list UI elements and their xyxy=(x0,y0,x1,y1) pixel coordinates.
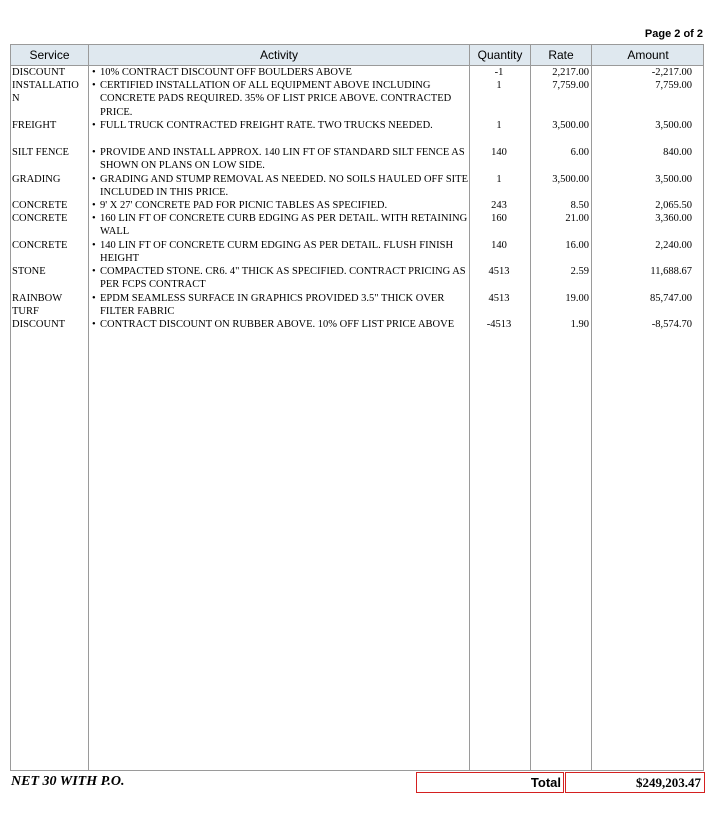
activity-text: 9' X 27' CONCRETE PAD FOR PICNIC TABLES AS SPECIFIED. xyxy=(100,200,388,211)
activity-text: 160 LIN FT OF CONCRETE CURB EDGING AS PER DETAIL. WITH RETAINING WALL xyxy=(100,213,468,238)
activity-text: 140 LIN FT OF CONCRETE CURM EDGING AS PER DETAIL. FLUSH FINISH HEIGHT xyxy=(100,240,454,265)
table-row xyxy=(11,146,703,173)
service-cell: DISCOUNT xyxy=(12,319,66,330)
col-header-activity: Activity xyxy=(259,48,298,62)
amount-cell: 3,360.00 xyxy=(655,213,692,224)
table-row xyxy=(11,292,703,318)
activity-cell xyxy=(92,119,468,132)
service-cell: CONCRETE xyxy=(12,200,68,211)
bullet: • xyxy=(92,174,96,185)
quantity-cell: 160 xyxy=(491,213,507,224)
service-cell: DISCOUNT xyxy=(12,67,66,78)
bullet: • xyxy=(92,293,96,304)
amount-cell: 2,065.50 xyxy=(655,200,692,211)
activity-text: CONTRACT DISCOUNT ON RUBBER ABOVE. 10% OFF LIST PRICE ABOVE xyxy=(100,319,455,330)
rate-cell: 8.50 xyxy=(570,200,589,211)
amount-cell: 2,240.00 xyxy=(655,240,692,251)
table-row xyxy=(11,212,703,239)
activity-cell xyxy=(92,146,468,173)
table-row xyxy=(11,79,703,119)
amount-cell: -2,217.00 xyxy=(651,67,692,78)
quantity-cell: 1 xyxy=(496,174,502,185)
rate-cell: 19.00 xyxy=(565,293,589,304)
quantity-cell: -1 xyxy=(494,67,504,78)
table-header xyxy=(11,45,703,66)
quantity-cell: 140 xyxy=(491,147,507,158)
activity-cell xyxy=(92,66,468,79)
service-cell: FREIGHT xyxy=(12,120,57,131)
bullet: • xyxy=(92,213,96,224)
quantity-cell: 243 xyxy=(491,200,507,211)
bullet: • xyxy=(92,147,96,158)
table-row xyxy=(11,318,703,345)
bullet: • xyxy=(92,266,96,277)
amount-cell: 7,759.00 xyxy=(655,80,692,91)
activity-text: GRADING AND STUMP REMOVAL AS NEEDED. NO SOILS HAULED OFF SITE INCLUDED IN THIS PRICE. xyxy=(100,174,469,199)
rate-cell: 21.00 xyxy=(565,213,589,224)
rate-cell: 1.90 xyxy=(570,319,589,330)
service-cell: INSTALLATION xyxy=(12,80,79,105)
quantity-cell: 4513 xyxy=(488,266,510,277)
rate-cell: 2.59 xyxy=(570,266,589,277)
service-cell: CONCRETE xyxy=(12,213,68,224)
service-cell: GRADING xyxy=(12,174,61,185)
quantity-cell: 140 xyxy=(491,240,507,251)
activity-cell xyxy=(92,318,468,331)
payment-terms: NET 30 WITH P.O. xyxy=(11,774,125,789)
activity-text: PROVIDE AND INSTALL APPROX. 140 LIN FT OF STANDARD SILT FENCE AS SHOWN ON PLANS ON LOW SIDE. xyxy=(100,147,465,172)
activity-cell xyxy=(92,199,468,212)
bullet: • xyxy=(92,67,96,78)
rate-cell: 16.00 xyxy=(565,240,589,251)
activity-cell xyxy=(92,79,468,119)
service-cell: SILT FENCE xyxy=(12,147,69,158)
quantity-cell: -4513 xyxy=(486,319,512,330)
activity-text: COMPACTED STONE. CR6. 4" THICK AS SPECIFIED. CONTRACT PRICING AS PER FCPS CONTRACT xyxy=(100,266,466,291)
total-label: Total xyxy=(416,772,564,793)
amount-cell: 3,500.00 xyxy=(655,174,692,185)
col-header-amount: Amount xyxy=(627,48,669,62)
activity-cell xyxy=(92,173,468,200)
service-cell: CONCRETE xyxy=(12,240,68,251)
table-row xyxy=(11,199,703,212)
table-row xyxy=(11,66,703,79)
activity-cell xyxy=(92,292,468,319)
table-row xyxy=(11,119,703,146)
activity-cell xyxy=(92,239,468,266)
quantity-cell: 4513 xyxy=(488,293,510,304)
activity-cell xyxy=(92,212,468,239)
service-cell: STONE xyxy=(12,266,46,277)
table-row xyxy=(11,173,703,199)
rate-cell: 6.00 xyxy=(570,147,589,158)
activity-text: CERTIFIED INSTALLATION OF ALL EQUIPMENT ABOVE INCLUDING CONCRETE PADS REQUIRED. 35% OF LIST PRICE ABOVE. CONTRACTED PRICE. xyxy=(100,80,452,118)
invoice-table xyxy=(10,44,704,771)
table-row xyxy=(11,265,703,292)
col-header-service: Service xyxy=(29,48,70,62)
bullet: • xyxy=(92,240,96,251)
amount-cell: 840.00 xyxy=(663,147,692,158)
bullet: • xyxy=(92,80,96,91)
rate-cell: 3,500.00 xyxy=(552,174,589,185)
amount-cell: -8,574.70 xyxy=(651,319,692,330)
activity-text: 10% CONTRACT DISCOUNT OFF BOULDERS ABOVE xyxy=(100,67,352,78)
col-header-rate: Rate xyxy=(548,48,574,62)
col-header-quantity: Quantity xyxy=(477,48,523,62)
rate-cell: 7,759.00 xyxy=(552,80,589,91)
activity-cell xyxy=(92,265,468,292)
rate-cell: 3,500.00 xyxy=(552,120,589,131)
quantity-cell: 1 xyxy=(496,120,502,131)
bullet: • xyxy=(92,200,96,211)
bullet: • xyxy=(92,319,96,330)
table-row xyxy=(11,239,703,265)
amount-cell: 3,500.00 xyxy=(655,120,692,131)
page-number: Page 2 of 2 xyxy=(644,28,703,40)
amount-cell: 11,688.67 xyxy=(650,266,692,277)
activity-text: FULL TRUCK CONTRACTED FREIGHT RATE. TWO TRUCKS NEEDED. xyxy=(100,120,433,131)
bullet: • xyxy=(92,120,96,131)
total-value: $249,203.47 xyxy=(565,772,705,793)
service-cell: RAINBOW TURF xyxy=(12,293,62,318)
rate-cell: 2,217.00 xyxy=(552,67,589,78)
amount-cell: 85,747.00 xyxy=(650,293,692,304)
quantity-cell: 1 xyxy=(496,80,502,91)
activity-text: EPDM SEAMLESS SURFACE IN GRAPHICS PROVIDED 3.5" THICK OVER FILTER FABRIC xyxy=(100,293,445,318)
table-body xyxy=(11,66,703,345)
